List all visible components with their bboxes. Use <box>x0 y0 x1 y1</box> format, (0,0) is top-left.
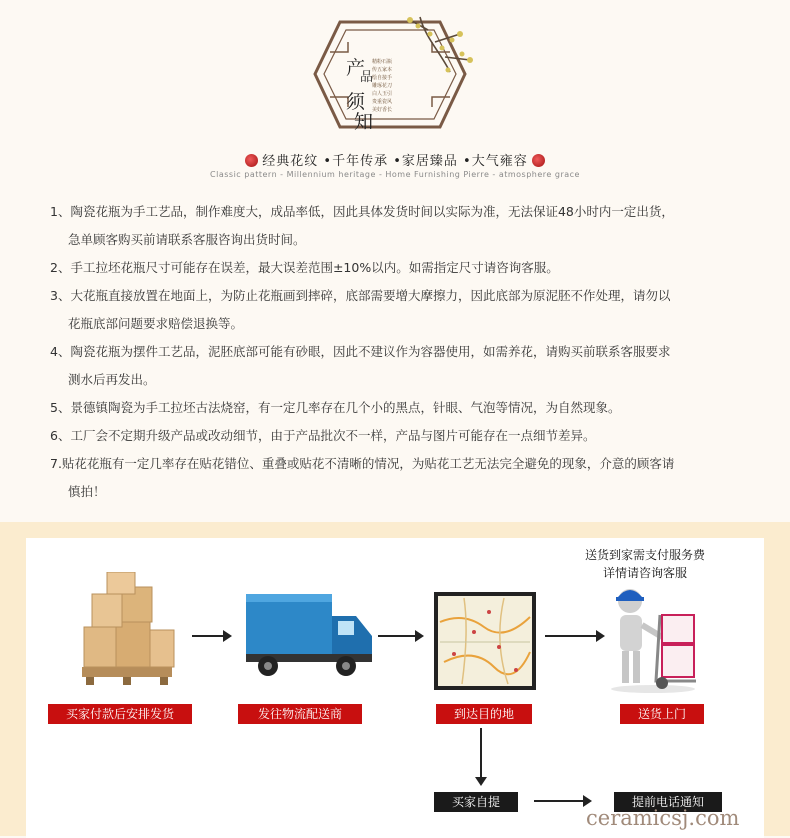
note-item: 2、手工拉坯花瓶尺寸可能存在误差，最大误差范围±10%以内。如需指定尺寸请咨询客服。 <box>50 260 559 275</box>
note-item: 6、工厂会不定期升级产品或改动细节，由于产品批次不一样，产品与图片可能存在一点细节差异。 <box>50 428 596 443</box>
step-label-phone-notice: 提前电话通知 <box>614 792 722 812</box>
logo-title: 产 品 须 知 <box>346 57 374 133</box>
red-dot-icon <box>245 154 258 167</box>
note-item: 4、陶瓷花瓶为摆件工艺品，泥胚底部可能有砂眼，因此不建议作为容器使用，如需养花，请购买前联系客服要求 测水后再发出。 <box>50 344 671 387</box>
note-item: 3、大花瓶直接放置在地面上，为防止花瓶画到摔碎，底部需要增大摩擦力，因此底部为原泥胚不作处理，请勿以 花瓶底部问题要求赔偿退换等。 <box>50 288 671 331</box>
step-label-home-delivery: 送货上门 <box>620 704 704 724</box>
logo-subtext: 精粉石瓶 传五家本 绘自接手 雕琢花刀 白人玉引 贵重瓷风 美好香长 <box>372 59 393 113</box>
flow-arrow-down <box>480 728 482 784</box>
note-item: 7.贴花花瓶有一定几率存在贴花错位、重叠或贴花不清晰的情况，为贴花工艺无法完全避免的现象，介意的顾客请 慎拍！ <box>50 456 675 499</box>
notes-list <box>50 198 755 506</box>
delivery-fee-note: 送货到家需支付服务费 详情请咨询客服 <box>584 548 705 580</box>
flow-arrow <box>534 800 590 802</box>
step-label-logistics: 发往物流配送商 <box>238 704 362 724</box>
step-label-self-pickup: 买家自提 <box>434 792 518 812</box>
flow-arrow <box>192 635 230 637</box>
map-icon <box>434 592 536 690</box>
note-item: 1、陶瓷花瓶为手工艺品，制作难度大，成品率低，因此具体发货时间以实际为准，无法保证48小时内一定出货， 急单顾客购买前请联系客服咨询出货时间。 <box>50 204 674 247</box>
slogan-english: Classic pattern - Millennium heritage - Home Furnishing Pierre - atmosphere grace <box>210 170 580 179</box>
truck-icon <box>246 594 374 684</box>
watermark: ceramicsj.com <box>586 806 740 830</box>
red-dot-icon <box>532 154 545 167</box>
flow-arrow <box>378 635 422 637</box>
flow-arrow <box>545 635 603 637</box>
slogan: 经典花纹 •千年传承 •家居臻品 •大气雍容 <box>0 150 790 169</box>
note-item: 5、景德镇陶瓷为手工拉坯古法烧窑，有一定几率存在几个小的黑点，针眼、气泡等情况，为自然现象。 <box>50 400 621 415</box>
boxes-pallet-icon <box>72 572 182 692</box>
delivery-person-icon <box>600 585 706 693</box>
step-label-payment: 买家付款后安排发货 <box>48 704 192 724</box>
step-label-arrival: 到达目的地 <box>436 704 532 724</box>
